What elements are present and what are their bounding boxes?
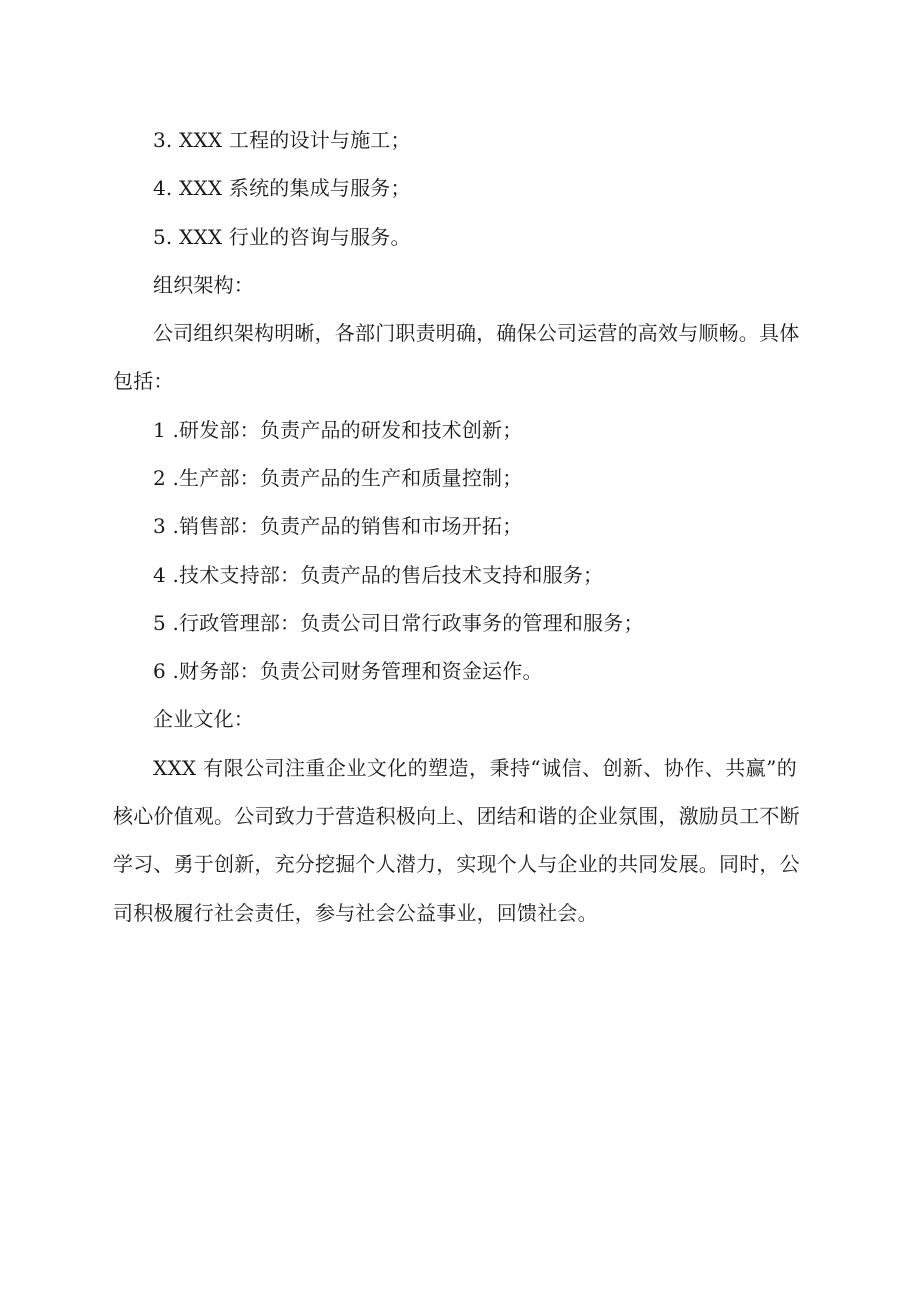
culture-paragraph-line-4: 司积极履行社会责任，参与社会公益事业，回馈社会。 bbox=[113, 901, 598, 925]
department-item-administration: 5 .行政管理部：负责公司日常行政事务的管理和服务； bbox=[153, 611, 644, 635]
culture-paragraph-line-3: 学习、勇于创新，充分挖掘个人潜力，实现个人与企业的共同发展。同时，公 bbox=[113, 852, 800, 876]
department-item-finance: 6 .财务部：负责公司财务管理和资金运作。 bbox=[153, 659, 543, 683]
culture-paragraph-line-2: 核心价值观。公司致力于营造积极向上、团结和谐的企业氛围，激励员工不断 bbox=[113, 804, 800, 828]
org-intro-line-2: 包括： bbox=[113, 369, 174, 393]
corporate-culture-heading: 企业文化： bbox=[153, 707, 254, 731]
service-item-4: 4. XXX 系统的集成与服务； bbox=[153, 176, 411, 200]
org-structure-heading: 组织架构： bbox=[153, 273, 254, 297]
department-item-production: 2 .生产部：负责产品的生产和质量控制； bbox=[153, 466, 523, 490]
department-item-tech-support: 4 .技术支持部：负责产品的售后技术支持和服务； bbox=[153, 563, 604, 587]
org-intro-line-1: 公司组织架构明晰，各部门职责明确，确保公司运营的高效与顺畅。具体 bbox=[153, 321, 800, 345]
department-item-sales: 3 .销售部：负责产品的销售和市场开拓； bbox=[153, 514, 523, 538]
department-item-research: 1 .研发部：负责产品的研发和技术创新； bbox=[153, 418, 523, 442]
service-item-3: 3. XXX 工程的设计与施工； bbox=[153, 128, 411, 152]
service-item-5: 5. XXX 行业的咨询与服务。 bbox=[153, 225, 411, 249]
culture-paragraph-line-1: XXX 有限公司注重企业文化的塑造，秉持“诚信、创新、协作、共赢”的 bbox=[153, 756, 797, 780]
